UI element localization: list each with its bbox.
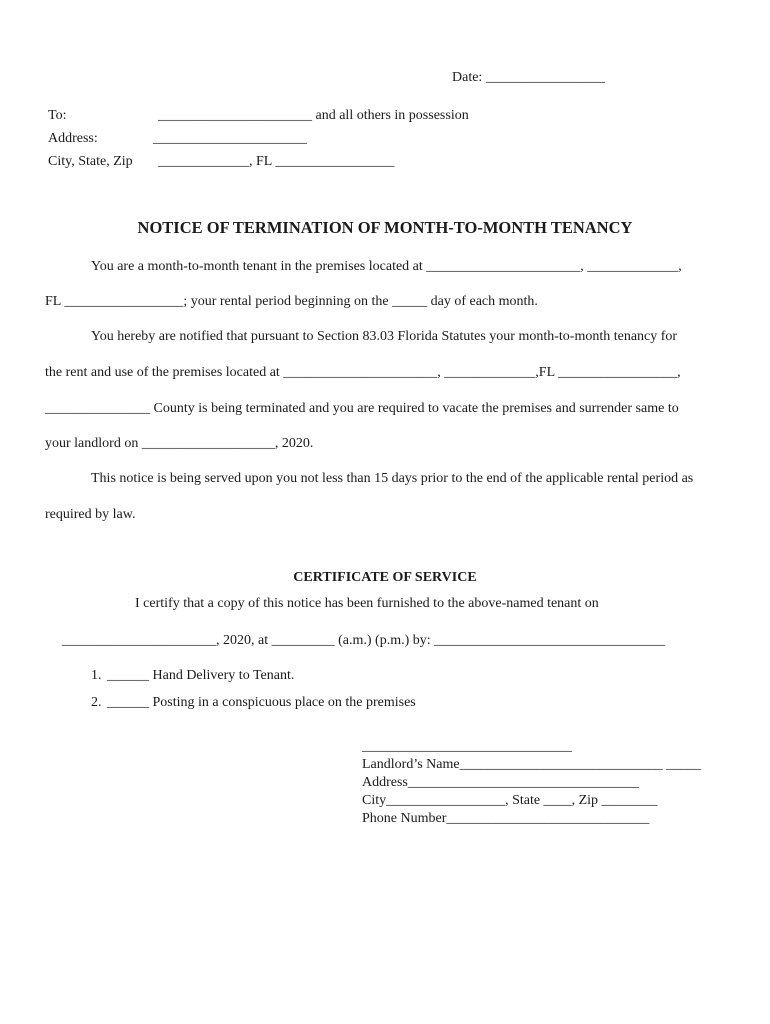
signature-line: ______________________________ [362, 739, 572, 754]
landlord-city-field: City_________________, State ____, Zip ________ [362, 793, 658, 808]
paragraph-2-line-2: the rent and use of the premises located at ______________________, _____________,FL _________________, [45, 365, 681, 380]
certificate-line-1: I certify that a copy of this notice has been furnished to the above-named tenant on [135, 596, 599, 611]
certificate-line-2: ______________________, 2020, at _________ (a.m.) (p.m.) by: _________________________________ [62, 633, 666, 648]
service-item-1-text: ______ Hand Delivery to Tenant. [107, 668, 295, 683]
paragraph-2-line-4: your landlord on ___________________, 2020. [45, 436, 314, 451]
to-label: To: [48, 108, 67, 123]
date-line: Date: _________________ [452, 70, 605, 85]
address-value: ______________________ [153, 131, 307, 146]
service-item-2-number: 2. [91, 695, 102, 710]
landlord-name-field: Landlord’s Name_____________________________ _____ [362, 757, 702, 772]
city-state-zip-label: City, State, Zip [48, 154, 133, 169]
address-label: Address: [48, 131, 98, 146]
landlord-address-field: Address_________________________________ [362, 775, 639, 790]
city-state-zip-value: _____________, FL _________________ [158, 154, 395, 169]
notice-title: NOTICE OF TERMINATION OF MONTH-TO-MONTH TENANCY [137, 218, 633, 237]
paragraph-1-line-1: You are a month-to-month tenant in the premises located at ______________________, _____________, [91, 259, 682, 274]
service-item-1-number: 1. [91, 668, 102, 683]
paragraph-2-line-3: _______________ County is being terminated and you are required to vacate the premises and surrender same to [45, 401, 679, 416]
to-value: ______________________ and all others in possession [158, 108, 469, 123]
certificate-title: CERTIFICATE OF SERVICE [293, 570, 477, 585]
paragraph-3-line-1: This notice is being served upon you not less than 15 days prior to the end of the applicable rental period as [91, 471, 694, 486]
landlord-phone-field: Phone Number_____________________________ [362, 811, 650, 826]
paragraph-3-line-2: required by law. [45, 507, 136, 522]
paragraph-1-line-2: FL _________________; your rental period beginning on the _____ day of each month. [45, 294, 538, 309]
service-item-2-text: ______ Posting in a conspicuous place on the premises [107, 695, 416, 710]
paragraph-2-line-1: You hereby are notified that pursuant to Section 83.03 Florida Statutes your month-to-month tenancy for [91, 329, 678, 344]
